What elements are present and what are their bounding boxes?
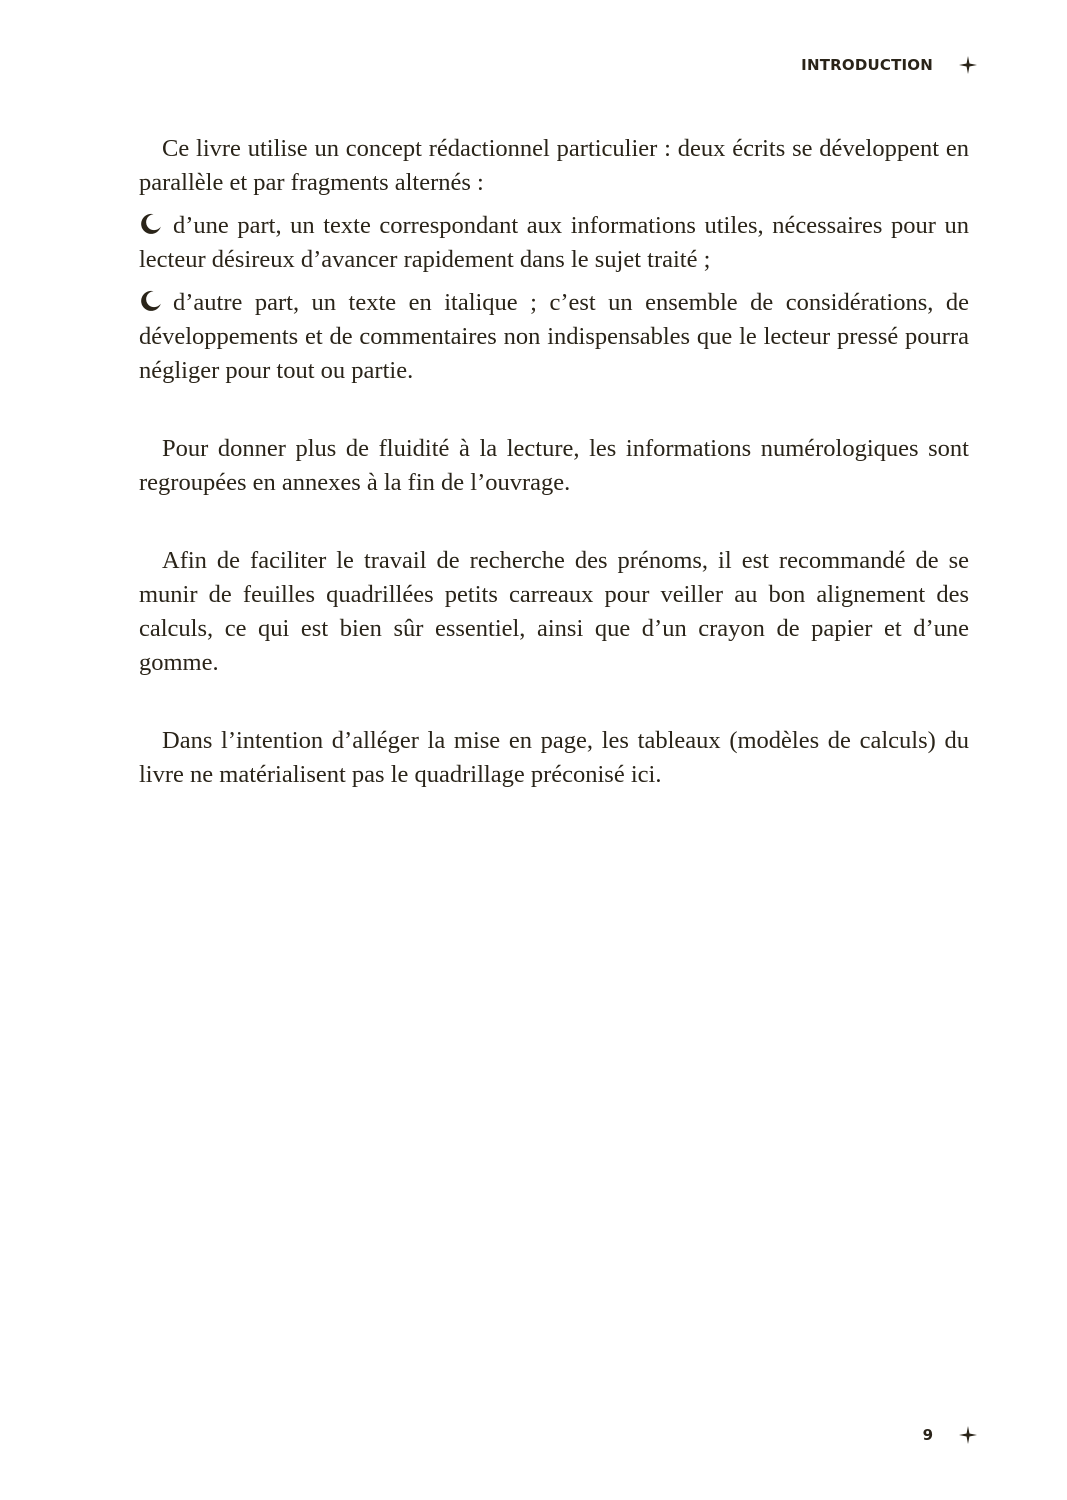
running-title: INTRODUCTION [801, 56, 933, 74]
bullet-text-2: d’autre part, un texte en italique ; c’est un ensemble de considérations, de développements et de commentaires non indispensables que le lecteur pressé pourra négliger pour tout ou partie. [139, 289, 969, 384]
paragraph-layout: Dans l’intention d’alléger la mise en page, les tableaux (modèles de calculs) du livre ne matérialisent pas le quadrillage préconisé ici. [139, 727, 969, 788]
four-point-star-icon [959, 56, 977, 74]
bullet-item-2 [139, 286, 969, 388]
page-body [139, 132, 969, 792]
crescent-moon-icon [139, 212, 163, 236]
page-footer [923, 1426, 977, 1444]
page-number: 9 [922, 1426, 933, 1444]
bullet-item-1 [139, 209, 969, 277]
crescent-moon-icon [139, 289, 163, 313]
intro-paragraph: Ce livre utilise un concept rédactionnel particulier : deux écrits se développent en parallèle et par fragments alternés : [139, 135, 969, 196]
running-header [801, 56, 977, 74]
paragraph-grid-paper: Afin de faciliter le travail de recherche des prénoms, il est recommandé de se munir de feuilles quadrillées petits carreaux pour veiller au bon alignement des calculs, ce qui est bien sûr essentiel, ainsi que d’un crayon de papier et d’une gomme. [139, 547, 969, 676]
paragraph-fluidity: Pour donner plus de fluidité à la lecture, les informations numérologiques sont regroupées en annexes à la fin de l’ouvrage. [139, 435, 969, 496]
bullet-text-1: d’une part, un texte correspondant aux informations utiles, nécessaires pour un lecteur désireux d’avancer rapidement dans le sujet traité ; [139, 212, 969, 273]
four-point-star-icon [959, 1426, 977, 1444]
